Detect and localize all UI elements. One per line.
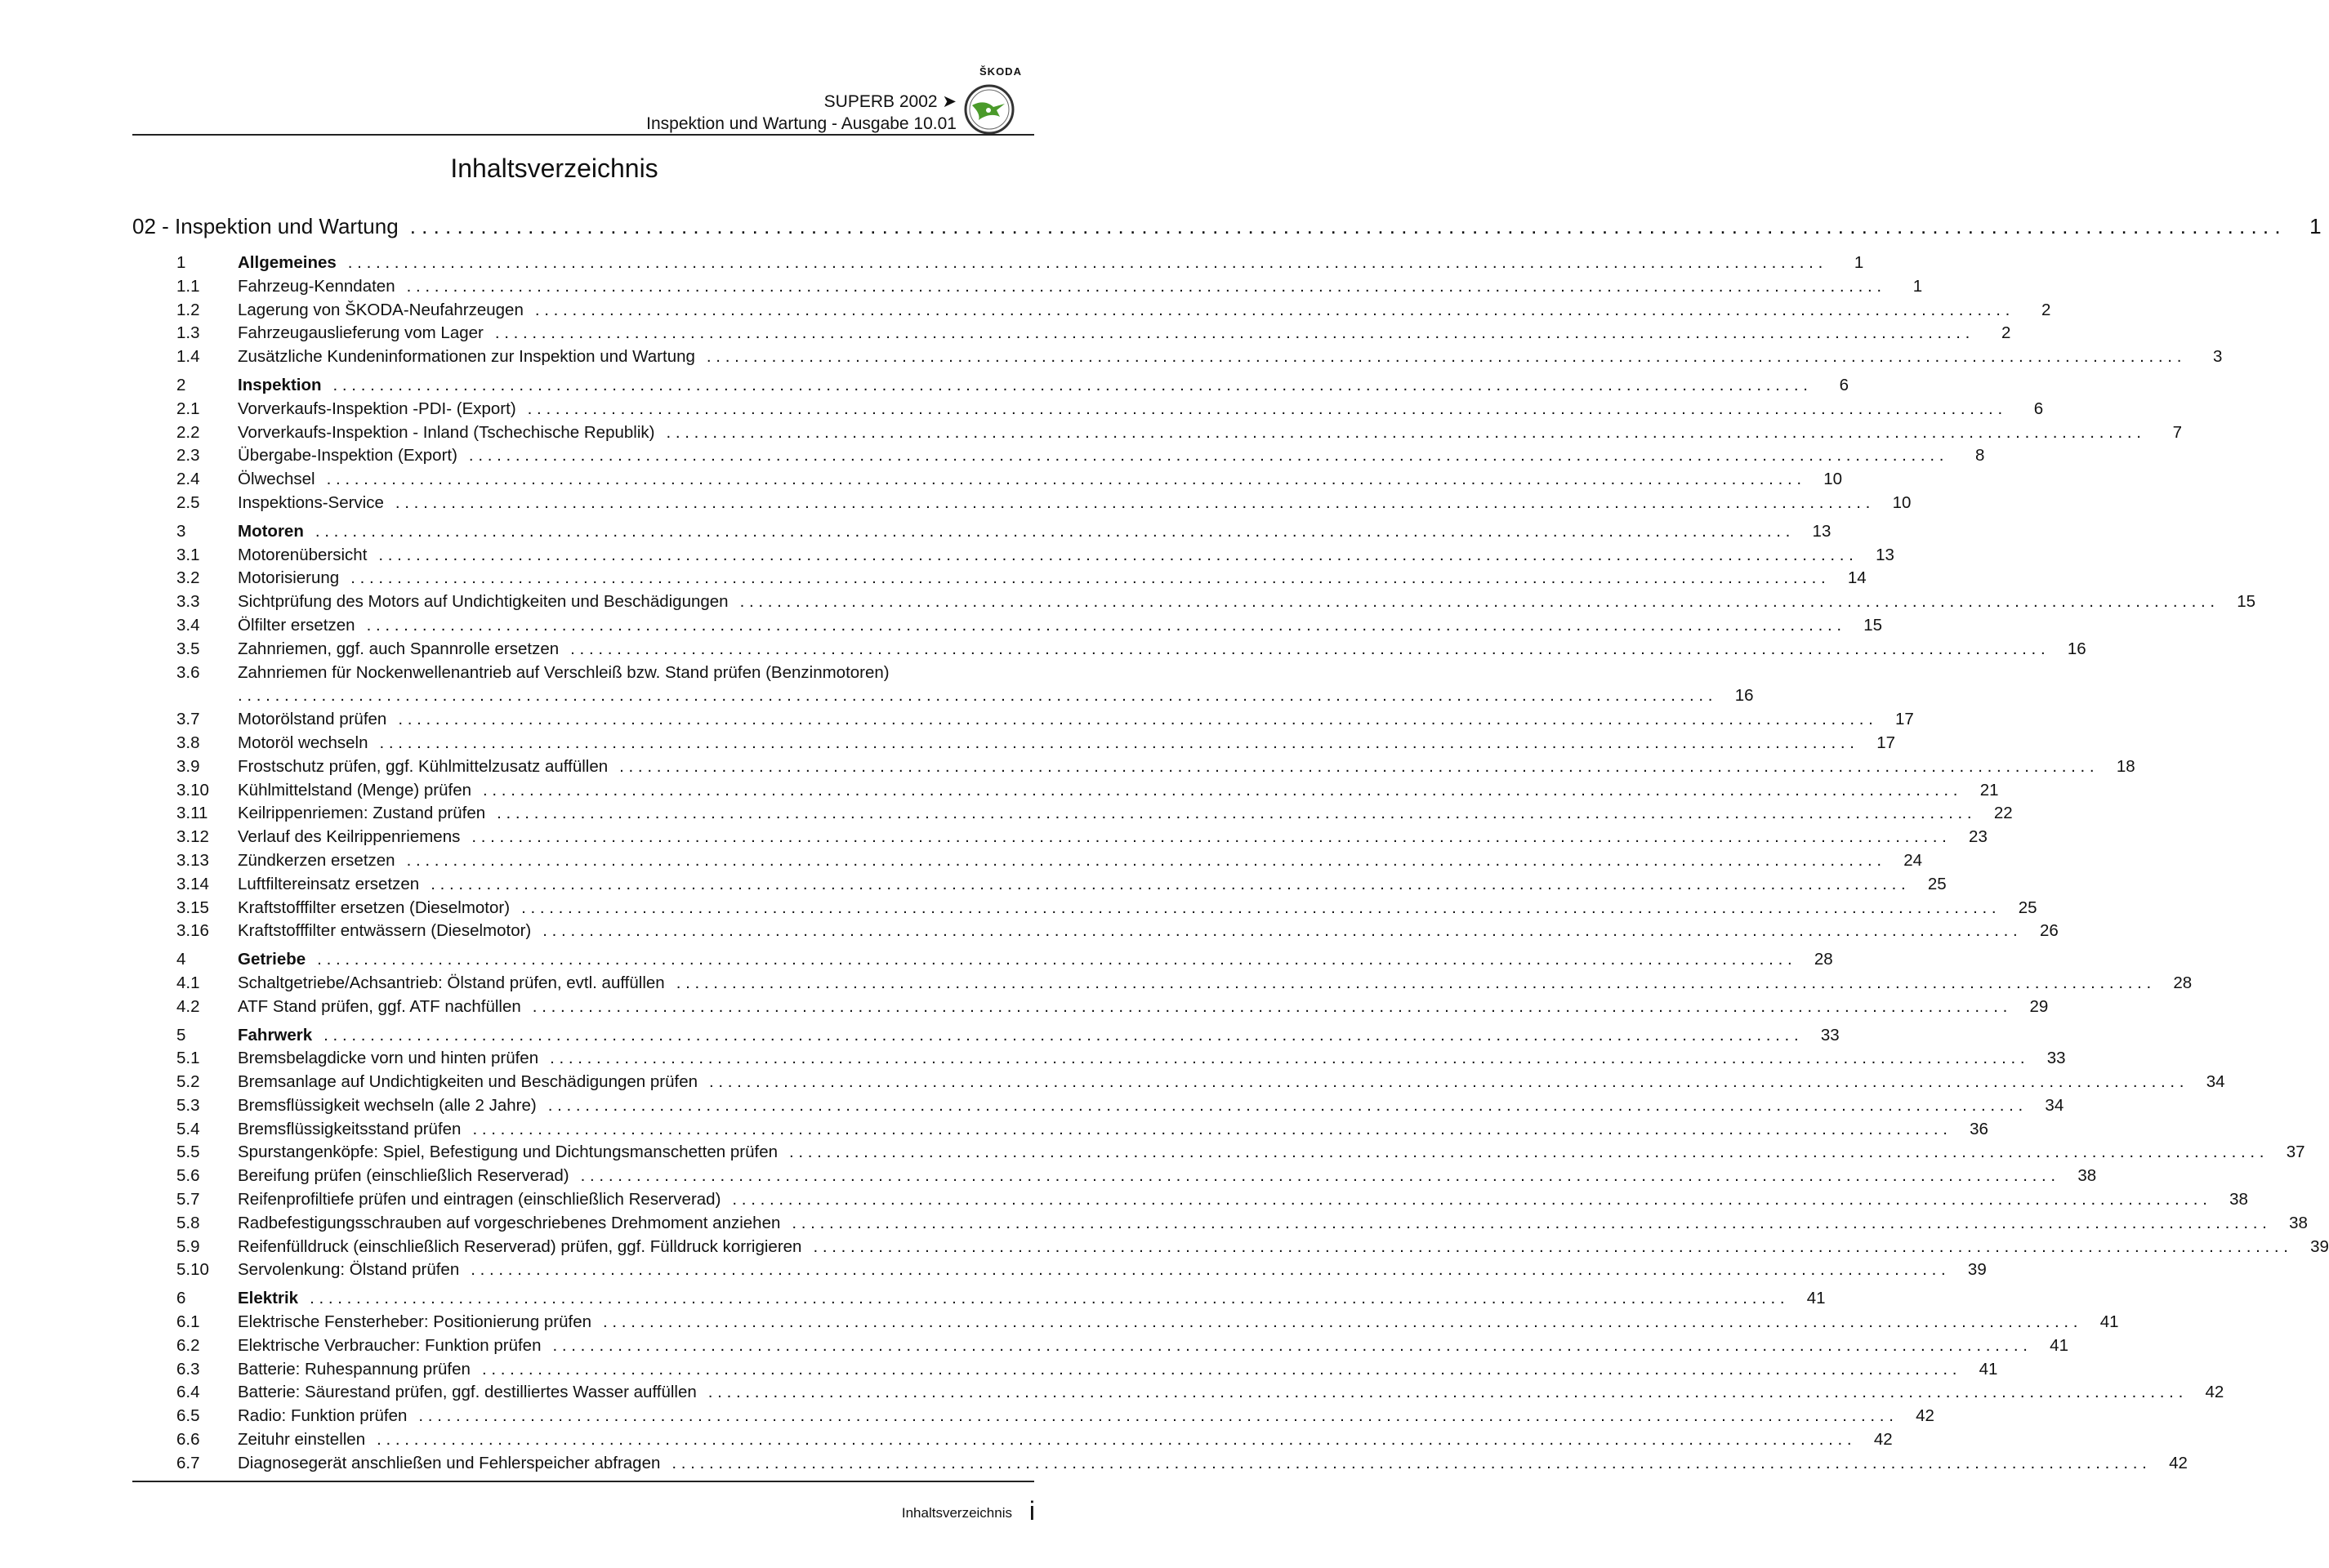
leader-dots (528, 398, 2003, 421)
toc-item-row[interactable] (132, 1258, 1987, 1282)
toc-item-row[interactable] (132, 1047, 2066, 1071)
toc-item-page: 15 (1863, 615, 1883, 635)
toc-item-title: Batterie: Säurestand prüfen, ggf. destilliertes Wasser auffüllen (238, 1383, 697, 1402)
toc-item-number: 6.4 (176, 1383, 200, 1402)
toc-item-row[interactable] (132, 1428, 1893, 1452)
toc-item-title: Diagnosegerät anschließen und Fehlerspeicher abfragen (238, 1453, 661, 1472)
toc-group (132, 1287, 2224, 1475)
leader-dots (792, 1212, 2267, 1236)
toc-item-row[interactable] (132, 873, 1947, 897)
toc-item-page: 7 (2172, 422, 2182, 442)
toc-item-number: 3.15 (176, 898, 209, 917)
toc-item-page: 2 (2041, 300, 2051, 319)
toc-item-number: 3.9 (176, 756, 200, 776)
leader-dots (542, 920, 2018, 943)
toc-item-page: 29 (2029, 996, 2049, 1016)
leader-dots (472, 1118, 1948, 1142)
toc-item-number: 6.3 (176, 1359, 200, 1379)
leader-dots (410, 214, 2281, 239)
toc-item-number: 6.7 (176, 1453, 200, 1472)
toc-item-row[interactable] (132, 1165, 2097, 1188)
toc-item-row[interactable] (132, 1071, 2225, 1094)
toc-item-wrapped-text (238, 662, 1754, 709)
toc-item-number: 3.10 (176, 780, 209, 800)
leader-dots (548, 1094, 2023, 1118)
toc-item-page: 41 (1979, 1359, 1998, 1379)
toc-item-row[interactable] (132, 708, 1914, 732)
toc-group (132, 520, 2256, 943)
leader-dots (482, 1358, 1957, 1382)
toc-item-number: 1.1 (176, 276, 200, 296)
toc-item-number: 2.5 (176, 492, 200, 512)
toc-item-row[interactable] (132, 590, 2256, 614)
leader-dots (471, 826, 1947, 849)
toc-section-row[interactable] (132, 1287, 1826, 1311)
toc-item-row[interactable] (132, 1141, 2305, 1165)
toc-item-number: 3.6 (176, 662, 200, 682)
leader-dots (238, 684, 1713, 708)
leader-dots (380, 732, 1855, 755)
leader-dots (581, 1165, 2056, 1188)
toc-item-page: 39 (1967, 1260, 1987, 1280)
toc-item-title: Spurstangenköpfe: Spiel, Befestigung und Dichtungsmanschetten prüfen (238, 1143, 778, 1162)
leader-dots (789, 1141, 2264, 1165)
toc-item-title: Schaltgetriebe/Achsantrieb: Ölstand prüfen, evtl. auffüllen (238, 973, 665, 992)
toc-item-row[interactable] (132, 732, 1896, 755)
toc-item-title: Motoröl wechseln (238, 733, 368, 752)
toc-item-page: 10 (1892, 492, 1912, 512)
leader-dots (740, 590, 2215, 614)
toc-item-page: 25 (1927, 874, 1947, 893)
toc-item-page: 41 (2099, 1312, 2119, 1332)
toc-item-title: Vorverkaufs-Inspektion - Inland (Tschechische Republik) (238, 422, 655, 442)
toc-item-page: 42 (2205, 1383, 2224, 1402)
toc-item-title: Bereifung prüfen (einschließlich Reserverad) (238, 1166, 569, 1186)
toc-item-row[interactable] (132, 662, 1754, 709)
toc-item-page: 22 (1993, 804, 2013, 823)
toc-item-number: 6.5 (176, 1406, 200, 1426)
toc-item-page: 3 (2213, 347, 2223, 367)
toc-section-page: 13 (1812, 521, 1832, 541)
toc-item-page: 14 (1847, 568, 1867, 588)
leader-dots (483, 779, 1958, 803)
leader-dots (407, 849, 1882, 873)
toc-item-row[interactable] (132, 468, 1843, 492)
leader-dots (315, 520, 1791, 544)
toc-group (132, 948, 2193, 1018)
toc-item-number: 4.2 (176, 996, 200, 1016)
leader-dots (570, 638, 2046, 662)
toc-section-row[interactable] (132, 948, 1833, 972)
toc-item-row[interactable] (132, 996, 2049, 1019)
toc-item-number: 5.7 (176, 1190, 200, 1209)
leader-dots (708, 1381, 2184, 1405)
brand-name: ŠKODA (979, 65, 1022, 78)
brand-logo (964, 65, 1037, 139)
toc-item-row[interactable] (132, 920, 2059, 943)
toc-item-title: Bremsanlage auf Undichtigkeiten und Beschädigungen prüfen (238, 1072, 698, 1092)
toc-item-page: 13 (1876, 545, 1894, 564)
leader-dots (709, 1071, 2184, 1094)
toc-item-number: 3.2 (176, 568, 200, 588)
footer-divider (132, 1481, 1034, 1482)
toc-section-row[interactable] (132, 374, 1849, 398)
leader-dots (431, 873, 1906, 897)
toc-item-title: Fahrzeug-Kenndaten (238, 276, 395, 296)
toc-group (132, 374, 2182, 515)
header-model: SUPERB 2002 ➤ (823, 92, 957, 111)
toc-item-page: 37 (2286, 1143, 2305, 1162)
toc-item-number: 3.14 (176, 874, 209, 893)
toc-item-page: 42 (1916, 1406, 1934, 1426)
toc-chapter-page: 1 (2309, 214, 2322, 238)
toc-item-number: 6.6 (176, 1430, 200, 1450)
toc-item-row[interactable] (132, 802, 2013, 826)
toc-item-page: 38 (2289, 1213, 2308, 1232)
toc-section-page: 28 (1814, 950, 1833, 969)
toc-item-row[interactable] (132, 1452, 2188, 1476)
toc-item-number: 3.5 (176, 639, 200, 658)
toc-item-title: Zeituhr einstellen (238, 1430, 366, 1450)
toc-group (132, 1024, 2329, 1283)
toc-item-row[interactable] (132, 779, 1999, 803)
toc-item-row[interactable] (132, 1311, 2119, 1334)
toc-item-title: Elektrische Verbraucher: Funktion prüfen (238, 1335, 542, 1355)
leader-dots (395, 492, 1871, 515)
toc-item-row[interactable] (132, 322, 2011, 345)
toc-item-page: 25 (2018, 898, 2037, 917)
toc-item-title: Motorisierung (238, 568, 340, 588)
leader-dots (471, 1258, 1946, 1282)
toc-item-row[interactable] (132, 492, 1912, 515)
toc-item-page: 17 (1895, 710, 1914, 729)
toc-section-title: Getriebe (238, 950, 306, 969)
leader-dots (323, 1024, 1799, 1048)
toc-item-title: Motorenübersicht (238, 545, 368, 564)
toc-item-row[interactable] (132, 1236, 2329, 1259)
toc-item-row[interactable] (132, 1381, 2224, 1405)
leader-dots (521, 897, 1997, 920)
toc-item-page: 42 (1873, 1430, 1893, 1450)
footer-page-number: i (1028, 1496, 1035, 1526)
toc-item-page: 17 (1876, 733, 1896, 752)
toc-item-page: 1 (1912, 276, 1923, 296)
toc-item-title: Inspektions-Service (238, 492, 384, 512)
toc-item-row[interactable] (132, 849, 1923, 873)
toc-section-page: 1 (1854, 253, 1864, 272)
toc-item-number: 3.12 (176, 827, 209, 847)
toc-item-number: 2.2 (176, 422, 200, 442)
toc-item-title: Keilrippenriemen: Zustand prüfen (238, 804, 486, 823)
toc-item-number: 3.1 (176, 545, 200, 564)
toc-item-number: 1.4 (176, 347, 200, 367)
toc-item-page: 36 (1970, 1119, 1988, 1138)
toc-section-title: Inspektion (238, 375, 322, 394)
toc-item-number: 1.2 (176, 300, 200, 319)
leader-dots (377, 1428, 1852, 1452)
toc-section-row[interactable] (132, 252, 1864, 275)
toc-item-title: Kühlmittelstand (Menge) prüfen (238, 780, 472, 800)
toc-item-row[interactable] (132, 826, 1988, 849)
toc-section-row[interactable] (132, 520, 1832, 544)
toc-item-row[interactable] (132, 421, 2182, 445)
leader-dots (495, 322, 1970, 345)
toc-section-page: 33 (1820, 1025, 1840, 1045)
toc-item-row[interactable] (132, 1094, 2064, 1118)
toc-item-number: 2.1 (176, 399, 200, 418)
toc-item-title: Bremsbelagdicke vorn und hinten prüfen (238, 1049, 539, 1068)
toc-item-title: Bremsflüssigkeitsstand prüfen (238, 1119, 462, 1138)
toc-item-continuation (238, 684, 1754, 708)
leader-dots (418, 1405, 1894, 1428)
toc-item-title: Bremsflüssigkeit wechseln (alle 2 Jahre) (238, 1095, 537, 1115)
toc-item-title: ATF Stand prüfen, ggf. ATF nachfüllen (238, 996, 521, 1016)
toc-chapter[interactable] (132, 214, 2322, 247)
toc-item-page: 2 (2001, 323, 2011, 343)
toc-item-page: 38 (2229, 1190, 2248, 1209)
leader-dots (378, 544, 1854, 568)
toc-item-number: 3.4 (176, 615, 200, 635)
toc-item-row[interactable] (132, 544, 1894, 568)
leader-dots (707, 345, 2182, 369)
toc-item-page: 18 (2116, 756, 2135, 776)
toc-item-row[interactable] (132, 345, 2223, 369)
toc-item-title: Ölwechsel (238, 470, 315, 489)
toc-item-number: 6.1 (176, 1312, 200, 1332)
toc-item-row[interactable] (132, 1334, 2068, 1358)
toc-item-row[interactable] (132, 444, 1985, 468)
toc-item-number: 2.4 (176, 470, 200, 489)
toc-item-row[interactable] (132, 614, 1883, 638)
toc-item-page: 16 (1734, 686, 1754, 706)
toc-item-page: 21 (1979, 780, 1999, 800)
leader-dots (676, 972, 2152, 996)
toc-item-number: 6.2 (176, 1335, 200, 1355)
toc-item-title: Zahnriemen, ggf. auch Spannrolle ersetzen (238, 639, 560, 658)
toc-item-title: Frostschutz prüfen, ggf. Kühlmittelzusatz auffüllen (238, 756, 609, 776)
toc-item-title: Kraftstofffilter ersetzen (Dieselmotor) (238, 898, 511, 917)
toc-item-row[interactable] (132, 897, 2037, 920)
toc-item-title: Luftfiltereinsatz ersetzen (238, 874, 420, 893)
leader-dots (533, 996, 2008, 1019)
toc-section-row[interactable] (132, 1024, 1840, 1048)
leader-dots (348, 252, 1823, 275)
toc-item-title: Zahnriemen für Nockenwellenantrieb auf Verschleiß bzw. Stand prüfen (Benzinmotoren) (238, 662, 890, 682)
header-divider (132, 134, 1034, 136)
toc-section-number: 1 (176, 253, 186, 272)
toc-item-number: 5.8 (176, 1213, 200, 1232)
toc-section-title: Motoren (238, 521, 304, 541)
toc-item-page: 10 (1823, 470, 1843, 489)
toc-item-page: 34 (2206, 1072, 2225, 1092)
leader-dots (603, 1311, 2078, 1334)
skoda-winged-arrow-icon (964, 84, 1015, 135)
toc-item-page: 34 (2045, 1095, 2064, 1115)
toc-section-number: 3 (176, 521, 186, 541)
leader-dots (666, 421, 2141, 445)
leader-dots (732, 1188, 2207, 1212)
toc-item-row[interactable] (132, 398, 2044, 421)
leader-dots (550, 1047, 2025, 1071)
leader-dots (367, 614, 1842, 638)
leader-dots (619, 755, 2095, 779)
toc-item-row[interactable] (132, 638, 2086, 662)
toc-item-number: 3.11 (176, 804, 208, 823)
toc-item-number: 5.10 (176, 1260, 209, 1280)
toc-item-title: Reifenprofiltiefe prüfen und eintragen (einschließlich Reserverad) (238, 1190, 721, 1209)
toc-item-number: 5.3 (176, 1095, 200, 1115)
leader-dots (333, 374, 1809, 398)
toc-item-row[interactable] (132, 1358, 1998, 1382)
toc-section-title: Allgemeines (238, 253, 337, 272)
toc-item-page: 8 (1975, 446, 1985, 466)
toc-item-title: Lagerung von ŠKODA-Neufahrzeugen (238, 300, 524, 319)
leader-dots (497, 802, 1972, 826)
toc-item-number: 5.2 (176, 1072, 200, 1092)
toc-item-page: 38 (2077, 1166, 2097, 1186)
toc-item-page: 6 (2033, 399, 2044, 418)
toc-item-row[interactable] (132, 1405, 1934, 1428)
toc-group (132, 252, 2223, 369)
toc-item-number: 4.1 (176, 973, 200, 992)
toc-item-row[interactable] (132, 1188, 2248, 1212)
toc-item-row[interactable] (132, 755, 2135, 779)
toc-item-number: 3.7 (176, 710, 200, 729)
toc-section-number: 2 (176, 375, 186, 394)
toc-item-page: 28 (2173, 973, 2193, 992)
toc-item-title: Kraftstofffilter entwässern (Dieselmotor) (238, 921, 532, 941)
toc-item-title: Verlauf des Keilrippenriemens (238, 827, 461, 847)
toc-item-title: Übergabe-Inspektion (Export) (238, 446, 457, 466)
toc-sections (132, 252, 2329, 1476)
toc-item-row[interactable] (132, 1118, 1988, 1142)
toc-item-number: 5.5 (176, 1143, 200, 1162)
toc-item-page: 42 (2169, 1453, 2188, 1472)
toc-item-row[interactable] (132, 299, 2051, 323)
leader-dots (535, 299, 2010, 323)
toc-section-number: 6 (176, 1289, 186, 1308)
toc-item-number: 2.3 (176, 446, 200, 466)
toc-item-number: 3.8 (176, 733, 200, 752)
toc-section-page: 6 (1839, 375, 1849, 394)
toc-item-number: 5.6 (176, 1166, 200, 1186)
leader-dots (327, 468, 1802, 492)
toc-section-title: Fahrwerk (238, 1025, 313, 1045)
leader-dots (398, 708, 1873, 732)
leader-dots (469, 444, 1944, 468)
toc-item-page: 23 (1969, 827, 1988, 847)
toc-item-number: 3.16 (176, 921, 209, 941)
toc-item-number: 5.4 (176, 1119, 200, 1138)
leader-dots (407, 275, 1882, 299)
toc-section-page: 41 (1806, 1289, 1826, 1308)
toc-item-title: Fahrzeugauslieferung vom Lager (238, 323, 484, 343)
toc-section-number: 5 (176, 1025, 186, 1045)
toc-item-title: Batterie: Ruhespannung prüfen (238, 1359, 471, 1379)
toc-item-number: 5.1 (176, 1049, 200, 1068)
leader-dots (552, 1334, 2028, 1358)
toc-item-title: Sichtprüfung des Motors auf Undichtigkeiten und Beschädigungen (238, 592, 729, 612)
toc-chapter-title: 02 - Inspektion und Wartung (132, 214, 399, 238)
toc-item-row[interactable] (132, 275, 1923, 299)
toc-section-number: 4 (176, 950, 186, 969)
toc-item-number: 5.9 (176, 1236, 200, 1256)
toc-item-title: Vorverkaufs-Inspektion -PDI- (Export) (238, 399, 516, 418)
leader-dots (310, 1287, 1785, 1311)
leader-dots (813, 1236, 2288, 1259)
toc-item-page: 16 (2067, 639, 2086, 658)
toc-item-title: Servolenkung: Ölstand prüfen (238, 1260, 460, 1280)
leader-dots (317, 948, 1792, 972)
toc-item-number: 3.3 (176, 592, 200, 612)
toc-item-page: 24 (1903, 850, 1923, 870)
toc-item-page: 26 (2039, 921, 2059, 941)
toc-item-row[interactable] (132, 972, 2193, 996)
toc-item-page: 41 (2050, 1335, 2068, 1355)
toc-item-title: Zündkerzen ersetzen (238, 850, 395, 870)
toc-item-page: 39 (2310, 1236, 2329, 1256)
footer-label: Inhaltsverzeichnis (901, 1505, 1012, 1521)
toc-item-page: 15 (2237, 592, 2256, 612)
table-of-contents (132, 214, 2329, 1476)
toc-section-title: Elektrik (238, 1289, 299, 1308)
toc-item-title: Motorölstand prüfen (238, 710, 387, 729)
header-subtitle: Inspektion und Wartung - Ausgabe 10.01 (646, 114, 957, 133)
toc-item-number: 1.3 (176, 323, 200, 343)
toc-item-title: Elektrische Fensterheber: Positionierung prüfen (238, 1312, 592, 1332)
toc-item-title: Radio: Funktion prüfen (238, 1406, 408, 1426)
toc-item-number: 3.13 (176, 850, 209, 870)
toc-item-title: Reifenfülldruck (einschließlich Reserverad) prüfen, ggf. Fülldruck korrigieren (238, 1236, 802, 1256)
toc-item-title: Radbefestigungsschrauben auf vorgeschriebenes Drehmoment anziehen (238, 1213, 781, 1232)
toc-item-title: Zusätzliche Kundeninformationen zur Inspektion und Wartung (238, 347, 695, 367)
toc-item-title: Ölfilter ersetzen (238, 615, 355, 635)
page-title: Inhaltsverzeichnis (450, 154, 658, 183)
leader-dots (350, 567, 1826, 590)
toc-item-row[interactable] (132, 567, 1867, 590)
leader-dots (671, 1452, 2147, 1476)
toc-item-row[interactable] (132, 1212, 2308, 1236)
toc-item-page: 33 (2046, 1049, 2066, 1068)
